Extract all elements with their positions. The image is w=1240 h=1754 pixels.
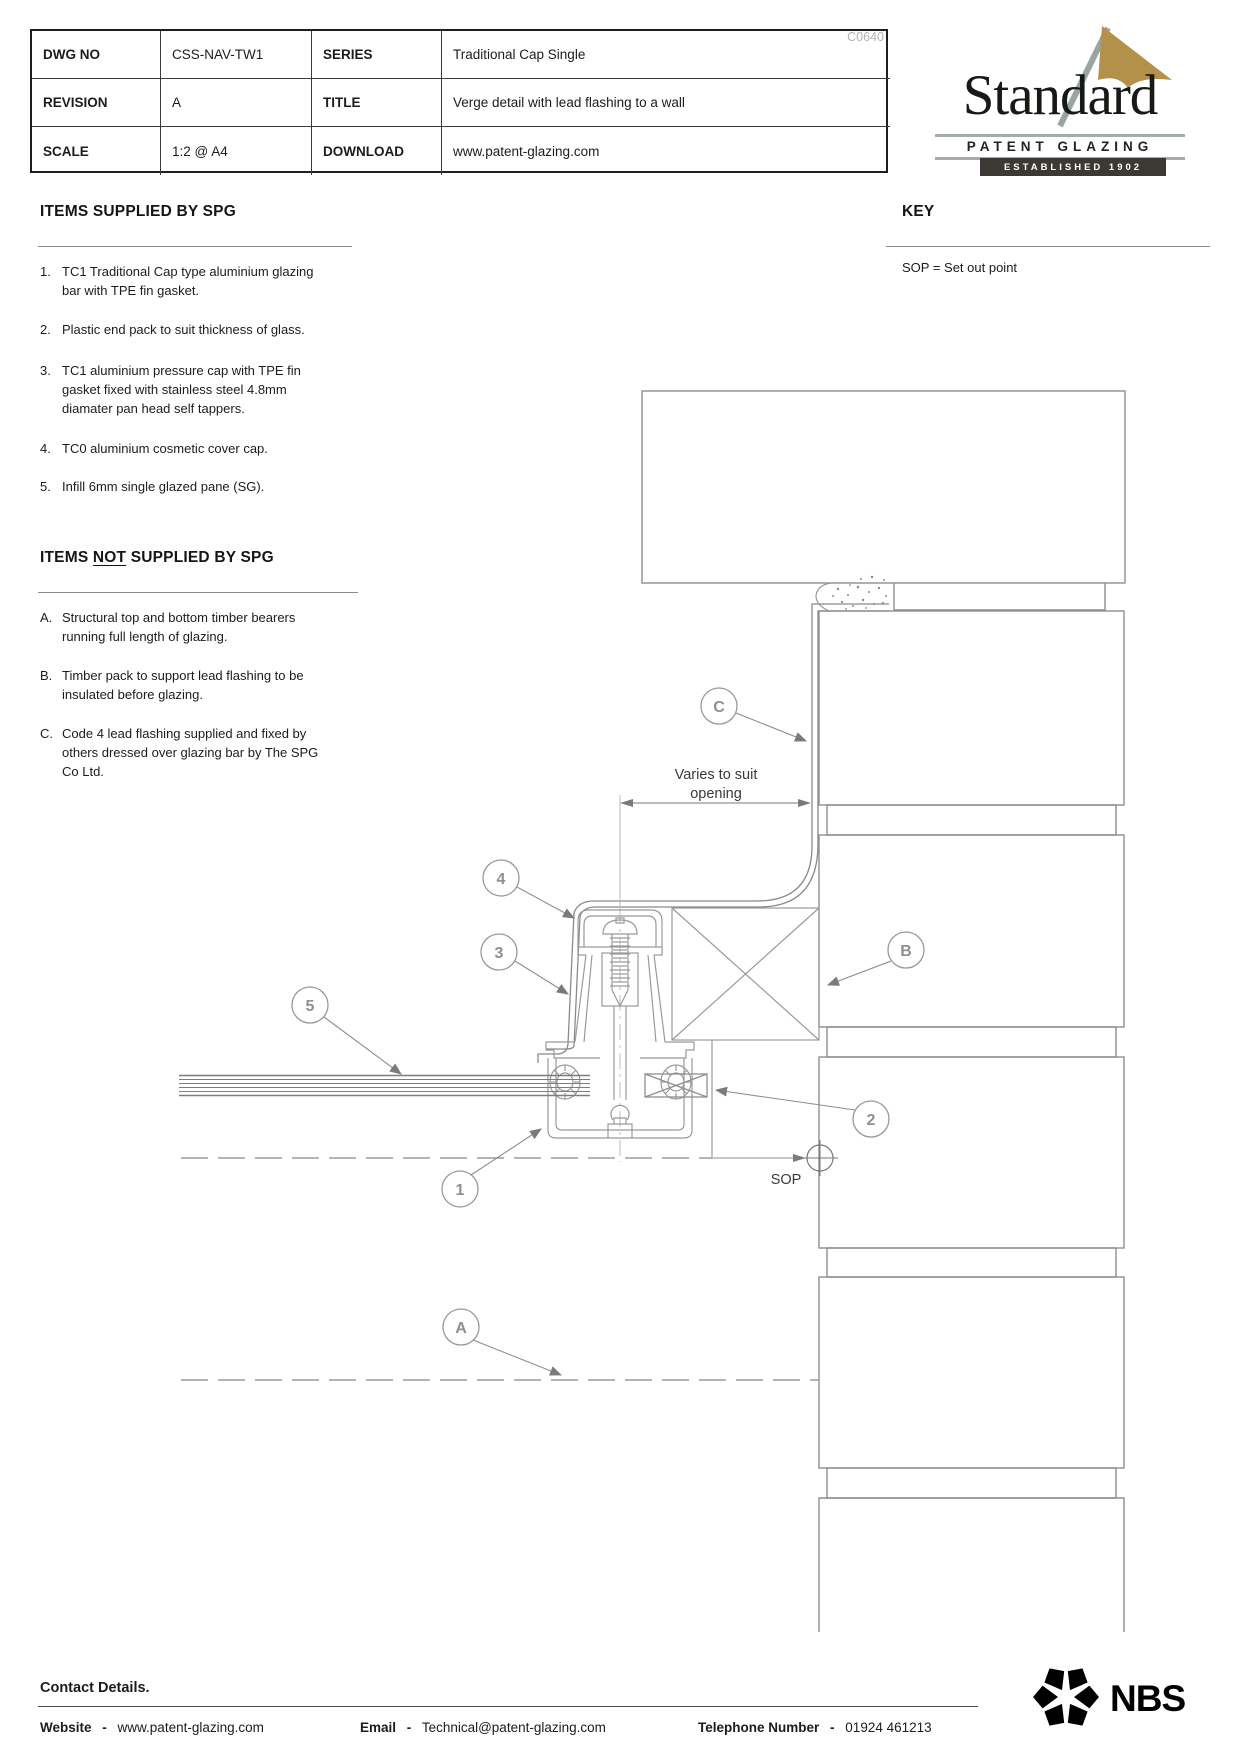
phone-number: 01924 461213: [845, 1720, 932, 1735]
logo-established-badge: ESTABLISHED 1902: [980, 158, 1166, 176]
callout-3: [481, 934, 517, 970]
dimension-label-line2: opening: [690, 786, 742, 802]
scale-label: SCALE: [32, 127, 161, 175]
key-entry: SOP = Set out point: [902, 260, 1018, 275]
nbs-star-icon: [1026, 1658, 1106, 1738]
svg-text:2: 2: [866, 1112, 876, 1129]
dwg-no-label: DWG NO: [32, 31, 161, 79]
setting-out: [181, 1140, 838, 1380]
items-supplied-heading: ITEMS SUPPLIED BY SPG: [40, 203, 236, 220]
revision-label: REVISION: [32, 79, 161, 127]
title-label: TITLE: [312, 79, 442, 127]
phone-entry: Telephone Number - 01924 461213: [698, 1720, 932, 1735]
dwg-no-value: CSS-NAV-TW1: [161, 31, 312, 79]
callout-2: [853, 1101, 889, 1137]
logo-subtitle: PATENT GLAZING: [935, 134, 1185, 160]
email-entry: Email - Technical@patent-glazing.com: [360, 1720, 606, 1735]
scale-value: 1:2 @ A4: [161, 127, 312, 175]
callout-4: [483, 860, 519, 896]
callout-5: [292, 987, 328, 1023]
callout-A: [443, 1309, 479, 1345]
callouts: [292, 688, 924, 1345]
callout-1: [442, 1171, 478, 1207]
revision-value: A: [161, 79, 312, 127]
callout-B: [888, 932, 924, 968]
svg-text:5: 5: [305, 998, 315, 1015]
drawing-sheet-page: C0640 DWG NO CSS-NAV-TW1 SERIES Traditional Cap Single REVISION A TITLE Verge detail with lead flashing to a wall SCALE 1:2 @ A4 DOWNLOAD www.patent-glazing.com Standard PATENT GLAZING ESTABLISHED 1902 ITEMS SUPPLIED BY SPG 1. TC1 Traditional Cap type aluminium glazing bar with TPE fin gasket. 2. Plastic end pack to suit thickness of glass. 3. TC1 aluminium pressure cap with TPE fin gasket fixed with stainless steel 4.8mm diamater pan head self tappers. 4. TC0 aluminium cosmetic cover cap. 5. Infill 6mm single glazed pane (SG). ITEMS NOT SUPPLIED BY SPG A. Structural top and bottom timber bearers running full length of glazing. B. Timber pack to support lead flashing to be insulated before glazing. C. Code 4 lead flashing supplied and fixed by others dressed over glazing bar by The SPG Co Ltd. KEY SOP = Set out point Varies to suit opening SOP 1 2 3 4 5 A B C Contact Details. Website - www.patent-glazing.com Email - Technical@patent-glazing.com Telephone Number - 01924 461213 NBS: [0, 0, 1240, 1754]
svg-text:1: 1: [455, 1182, 465, 1199]
website-link[interactable]: www.patent-glazing.com: [117, 1720, 264, 1735]
website-entry: Website - www.patent-glazing.com: [40, 1720, 264, 1735]
dimension-varies: [620, 767, 811, 908]
svg-text:4: 4: [496, 871, 506, 888]
items-not-supplied-heading: ITEMS NOT SUPPLIED BY SPG: [40, 549, 274, 566]
wall-head-block: [642, 391, 1125, 583]
series-label: SERIES: [312, 31, 442, 79]
download-url[interactable]: www.patent-glazing.com: [453, 143, 600, 159]
dimension-label-line1: Varies to suit: [674, 767, 758, 783]
svg-text:A: A: [455, 1320, 467, 1337]
tpe-gasket-left: [550, 1065, 580, 1099]
sheet-ref-code: C0640: [847, 30, 884, 44]
mortar-stipple: [816, 576, 894, 611]
lead-flashing: [538, 604, 889, 1063]
key-heading: KEY: [902, 203, 935, 220]
nbs-wordmark: NBS: [1110, 1678, 1186, 1719]
contact-details-heading: Contact Details.: [40, 1680, 150, 1696]
glass-pane: [179, 1076, 590, 1096]
sop-label: SOP: [770, 1172, 802, 1188]
email-link[interactable]: Technical@patent-glazing.com: [421, 1720, 606, 1735]
callout-C: [701, 688, 737, 724]
svg-text:3: 3: [494, 945, 504, 962]
svg-text:B: B: [900, 943, 912, 960]
callout-leaders: [324, 713, 891, 1375]
series-value: Traditional Cap Single: [442, 31, 890, 79]
contact-rule: [38, 1706, 978, 1707]
svg-text:C: C: [713, 699, 725, 716]
wall-section: [642, 391, 1125, 1632]
logo-wordmark: Standard: [962, 64, 1158, 127]
timber-pack: [672, 908, 819, 1157]
title-value: Verge detail with lead flashing to a wall: [442, 79, 890, 127]
download-label: DOWNLOAD: [312, 127, 442, 175]
